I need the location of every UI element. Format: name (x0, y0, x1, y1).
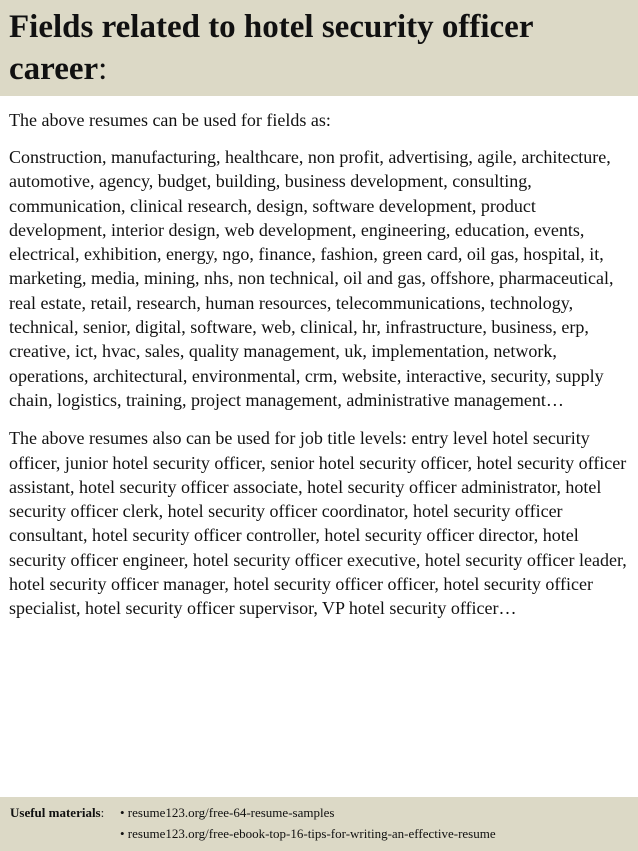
footer-useful-materials (0, 797, 638, 851)
footer-label (10, 802, 104, 823)
job-title-levels: The above resumes also can be used for job title levels: entry level hotel security officer, junior hotel security officer, senior hotel security officer, hotel security officer assistant, hotel security officer associate, hotel security officer administrator, hotel security officer clerk, hotel security officer coordinator, hotel security officer consultant, hotel security officer controller, hotel security officer director, hotel security officer engineer, hotel security officer executive, hotel security officer leader, hotel security officer manager, hotel security officer officer, hotel security officer specialist, hotel security officer supervisor, VP hotel security officer… (9, 428, 627, 619)
footer-link-ebook-tips[interactable]: • resume123.org/free-ebook-top-16-tips-for-writing-an-effective-resume (120, 826, 496, 841)
fields-list: Construction, manufacturing, healthcare, non profit, advertising, agile, architecture, automotive, agency, budget, building, business development, consulting, communication, clinical research, design, software development, product development, interior design, web development, engineering, education, events, electrical, exhibition, energy, ngo, finance, fashion, green card, oil gas, hospital, it, marketing, media, mining, nhs, non technical, oil and gas, offshore, pharmaceutical, real estate, retail, research, human resources, telecommunications, technology, technical, senior, digital, software, web, clinical, hr, infrastructure, business, erp, creative, ict, hvac, sales, quality management, uk, implementation, network, operations, architectural, environmental, crm, website, interactive, security, supply chain, logistics, training, project management, administrative management… (9, 147, 614, 410)
page-title-text: Fields related to hotel security officer career (9, 9, 533, 87)
footer-label-text: Useful materials (10, 805, 101, 820)
page-title-colon: : (98, 51, 108, 87)
main-content (9, 108, 633, 621)
footer-label-colon: : (100, 805, 105, 820)
footer-link-resume-samples[interactable]: • resume123.org/free-64-resume-samples (120, 805, 335, 820)
footer-links (120, 802, 496, 844)
page-title (9, 6, 629, 90)
fields-intro: The above resumes can be used for fields as: (9, 110, 331, 130)
title-band (0, 0, 638, 96)
